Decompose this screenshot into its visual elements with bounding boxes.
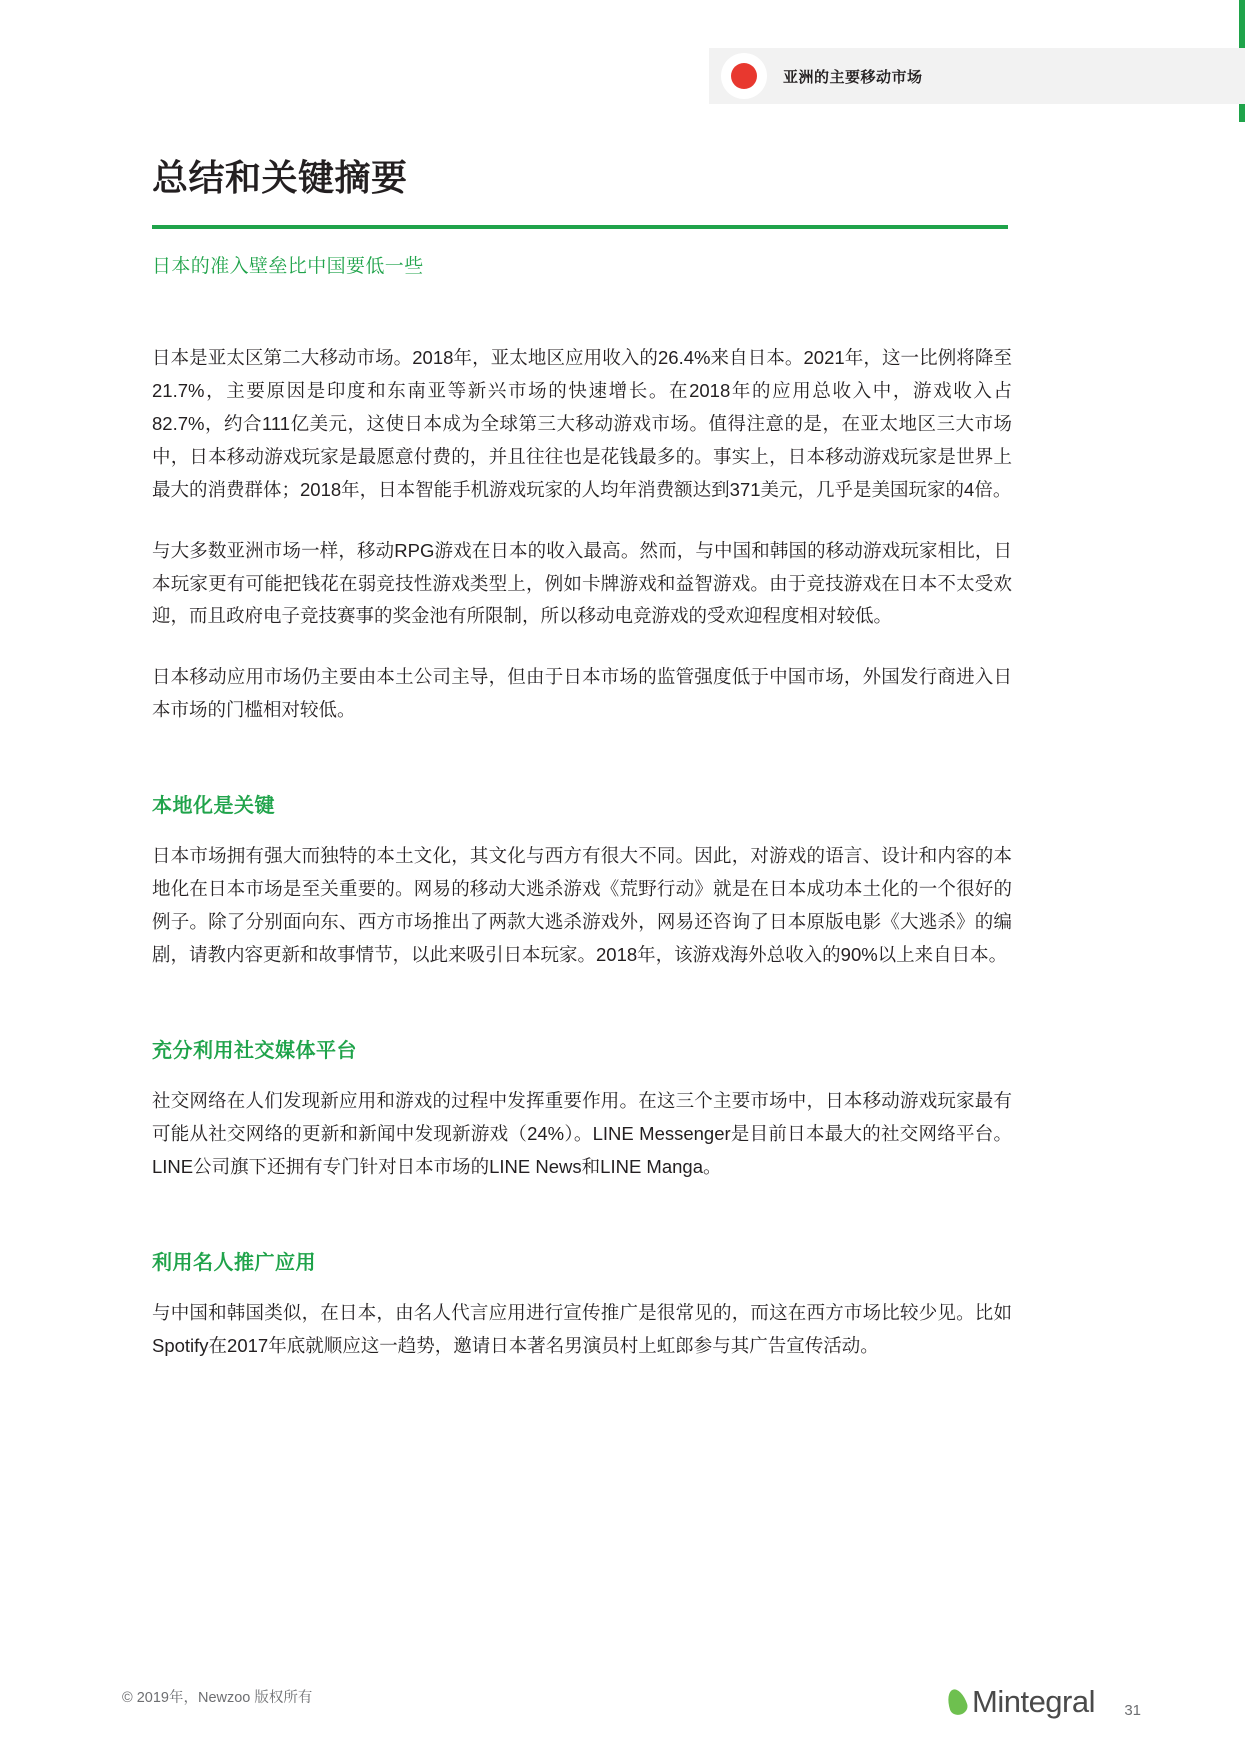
page-title: 总结和关键摘要 (152, 157, 408, 198)
page-number: 31 (1124, 1702, 1141, 1719)
intro-paragraph-2: 与大多数亚洲市场一样，移动RPG游戏在日本的收入最高。然而，与中国和韩国的移动游戏玩家相比，日本玩家更有可能把钱花在弱竞技性游戏类型上，例如卡牌游戏和益智游戏。由于竞技游戏在日本不太受欢迎，而且政府电子竞技赛事的奖金池有所限制，所以移动电竞游戏的受欢迎程度相对较低。 (152, 539, 1012, 627)
japan-flag-circle-icon (721, 53, 767, 99)
section-social-media (152, 1034, 1012, 1184)
section-paragraph-celebrity: 与中国和韩国类似，在日本，由名人代言应用进行宣传推广是很常见的，而这在西方市场比较少见。比如Spotify在2017年底就顺应这一趋势，邀请日本著名男演员村上虹郎参与其广告宣传活动。 (152, 1301, 1012, 1356)
intro-paragraph-3: 日本移动应用市场仍主要由本土公司主导，但由于日本市场的监管强度低于中国市场，外国发行商进入日本市场的门槛相对较低。 (152, 666, 1012, 721)
page-subtitle: 日本的准入壁垒比中国要低一些 (152, 256, 424, 277)
title-divider (152, 225, 1008, 229)
section-heading-localization: 本地化是关键 (152, 795, 275, 818)
mintegral-logo-text: Mintegral (972, 1684, 1095, 1719)
section-celebrity (152, 1246, 1012, 1363)
section-heading-celebrity: 利用名人推广应用 (152, 1251, 316, 1274)
section-paragraph-social-media: 社交网络在人们发现新应用和游戏的过程中发挥重要作用。在这三个主要市场中，日本移动游戏玩家最有可能从社交网络的更新和新闻中发现新游戏（24%）。LINE Messenger是目前日本最大的社交网络平台。LINE公司旗下还拥有专门针对日本市场的LINE News和LINE Manga。 (152, 1089, 1012, 1177)
header-market-badge (709, 48, 1245, 104)
flag-dot (731, 63, 757, 89)
section-paragraph-localization: 日本市场拥有强大而独特的本土文化，其文化与西方有很大不同。因此，对游戏的语言、设计和内容的本地化在日本市场是至关重要的。网易的移动大逃杀游戏《荒野行动》就是在日本成功本土化的一个很好的例子。除了分别面向东、西方市场推出了两款大逃杀游戏外，网易还咨询了日本原版电影《大逃杀》的编剧，请教内容更新和故事情节，以此来吸引日本玩家。2018年，该游戏海外总收入的90%以上来自日本。 (152, 845, 1012, 965)
footer-copyright: © 2019年，Newzoo 版权所有 (122, 1690, 313, 1706)
intro-paragraph-1: 日本是亚太区第二大移动市场。2018年，亚太地区应用收入的26.4%来自日本。2021年，这一比例将降至21.7%，主要原因是印度和东南亚等新兴市场的快速增长。在2018年的应用总收入中，游戏收入占82.7%，约合111亿美元，这使日本成为全球第三大移动游戏市场。值得注意的是，在亚太地区三大市场中，日本移动游戏玩家是最愿意付费的，并且往往也是花钱最多的。事实上，日本移动游戏玩家是世界上最大的消费群体；2018年，日本智能手机游戏玩家的人均年消费额达到371美元，几乎是美国玩家的4倍。 (152, 347, 1012, 500)
header-badge-label: 亚洲的主要移动市场 (783, 68, 923, 86)
leaf-icon (944, 1687, 970, 1717)
mintegral-logo (944, 1686, 1095, 1717)
section-heading-social-media: 充分利用社交媒体平台 (152, 1039, 357, 1062)
section-localization (152, 789, 1012, 972)
document-content (152, 150, 1012, 1363)
